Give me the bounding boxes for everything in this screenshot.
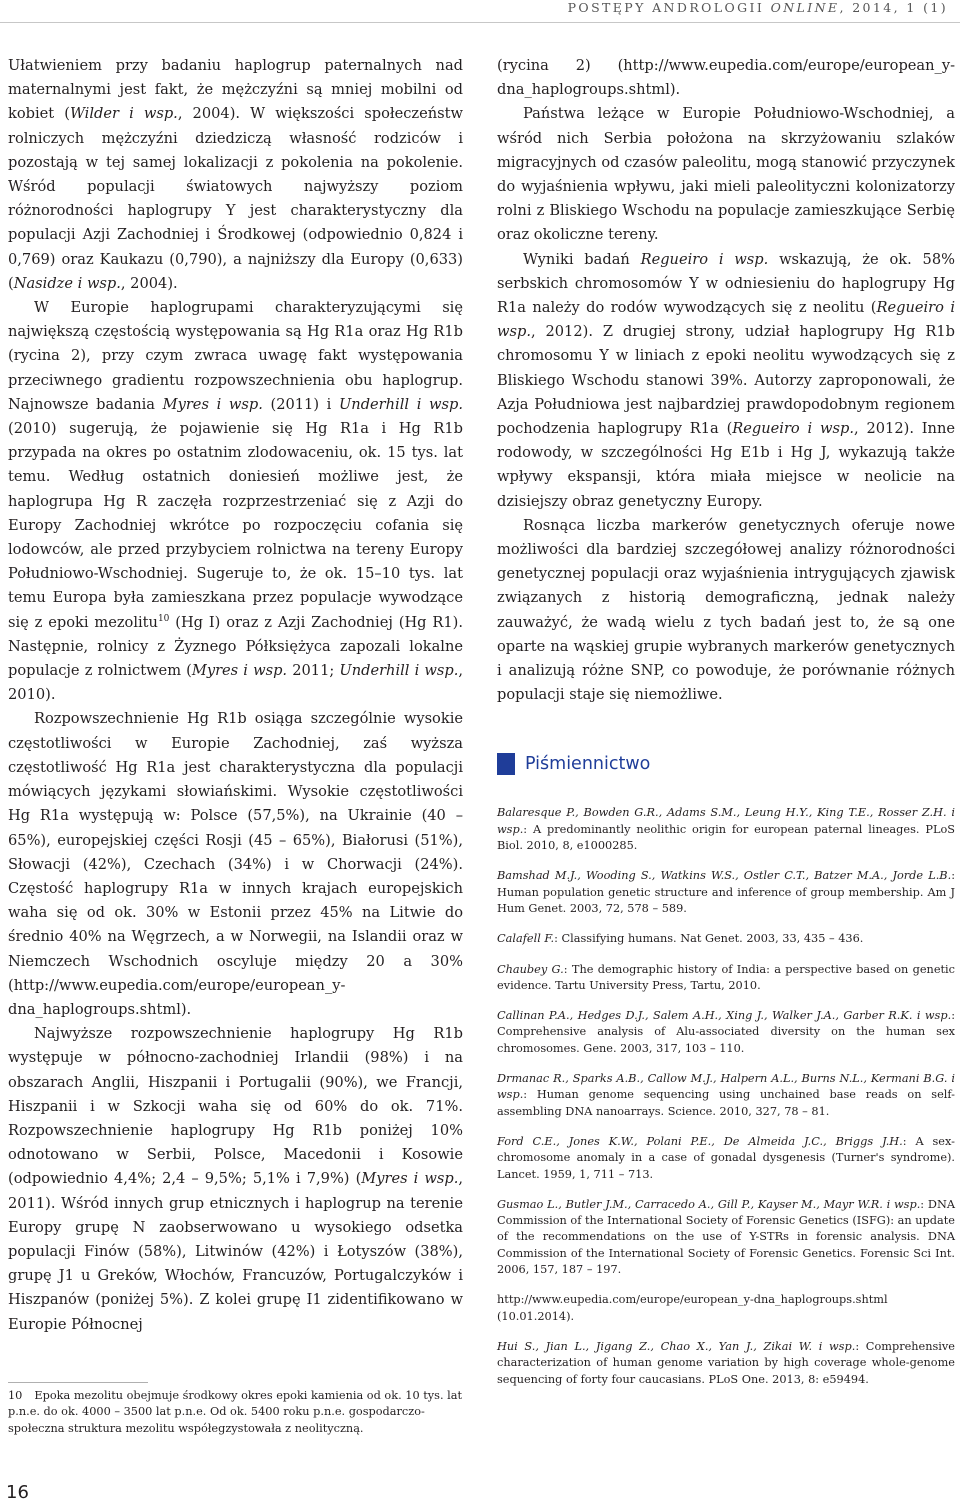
reference-link[interactable]: http://www.eupedia.com/europe/european_y-dna_haplogroups.shtml (10.01.2014). bbox=[497, 1293, 888, 1323]
references-heading bbox=[497, 753, 955, 775]
footnote bbox=[8, 1388, 468, 1437]
page-number: 16 bbox=[6, 1482, 29, 1503]
paragraph: Wyniki badań Regueiro i wsp. wskazują, że ok. 58% serbskich chromosomów Y w odniesieniu do haplogrupy Hg R1a należy do rodów wywodzących się z neolitu (Regueiro i wsp., 2012). Z drugiej strony, udział haplogrupy Hg R1b chromosomu Y w liniach z epoki neolitu wywodzących się z Bliskiego Wschodu stanowi 39%. Autorzy zaproponowali, że Azja Południowa jest najbardziej prawdopodobnym regionem pochodzenia haplogrupy R1a (Regueiro i wsp., 2012). Inne rodowody, w szczególności Hg E1b i Hg J, wykazują także wpływy ekspansji, która miała miejsce w neolicie na dzisiejszy obraz genetyczny Europy. bbox=[497, 250, 955, 510]
reference-item: Ford C.E., Jones K.W., Polani P.E., De Almeida J.C., Briggs J.H.: A sex-chromosome anomaly in a case of gonadal dysgenesis (Turner's syndrome). Lancet. 1959, 1, 711 – 713. bbox=[497, 1134, 955, 1181]
footnote-text: Epoka mezolitu obejmuje środkowy okres epoki kamienia od ok. 10 tys. lat p.n.e. do ok. 4000 – 3500 lat p.n.e. Od ok. 5400 roku p.n.e. gospodarczo-społeczna struktura mezolitu współegzystowała z neolityczną. bbox=[8, 1389, 463, 1435]
paragraph: Ułatwieniem przy badaniu haplogrup paternalnych nad maternalnymi jest fakt, że mężczyźni są mniej mobilni od kobiet (Wilder i wsp., 2004). W większości społeczeństw rolniczych mężczyźni dziedziczą własność rodziców i pozostają w tej samej lokalizacji z pokolenia na pokolenie. Wśród populacji światowych najwyższy poziom różnorodności haplogrupy Y jest charakterystyczny dla populacji Azji Zachodniej i Środkowej (odpowiednio 0,824 i 0,769) oraz Kaukazu (0,790), a najniższy dla Europy (0,633) (Nasidze i wsp., 2004). bbox=[8, 57, 463, 292]
references-title: Piśmiennictwo bbox=[525, 754, 651, 775]
right-column bbox=[497, 54, 955, 1402]
heading-bar bbox=[497, 753, 515, 775]
reference-item: Bamshad M.J., Wooding S., Watkins W.S., Ostler C.T., Batzer M.A., Jorde L.B.: Human population genetic structure and inference of group membership. Am J Hum Genet. 2003, 72, 578 – 589. bbox=[497, 869, 955, 915]
footnote-rule bbox=[8, 1382, 148, 1383]
reference-item: Calafell F.: Classifying humans. Nat Genet. 2003, 33, 435 – 436. bbox=[497, 932, 864, 946]
header-rule bbox=[0, 22, 960, 23]
paragraph: Rozpowszechnienie Hg R1b osiąga szczególnie wysokie częstotliwości w Europie Zachodniej, zaś wyższa częstotliwość Hg R1a jest charakterystyczna dla populacji mówiących językami słowiańskimi. Wysokie częstotliwości Hg R1a występują w: Polsce (57,5%), na Ukrainie (40 – 65%), europejskiej części Rosji (45 – 65%), Białorusi (51%), Słowacji (42%), Czechach (34%) i w Chorwacji (24%). Częstość haplogrupy R1a w innych krajach europejskich waha się od ok. 30% w Estonii przez 45% na Litwie do średnio 40% na Węgrzech, a w Norwegii, na Islandii oraz w Niemczech Wschodnich oscyluje między 20 a 30% (http://www.eupedia.com/europe/european_y-dna_haplogroups.shtml). bbox=[8, 710, 463, 1018]
footnote-number: 10 bbox=[8, 1389, 23, 1402]
paragraph: Rosnąca liczba markerów genetycznych oferuje nowe możliwości dla bardziej szczegółowej analizy różnorodności genetycznej populacji oraz wyjaśnienia intrygujących zjawisk związanych z historią demograficzną, jednak należy zauważyć, że wadą wielu z tych badań jest to, że są one oparte na wąskiej grupie wybranych markerów genetycznych i analizują różne SNP, co powoduje, że porównanie różnych populacji staje się niemożliwe. bbox=[497, 516, 955, 704]
reference-list bbox=[497, 805, 955, 1387]
reference-item: Gusmao L., Butler J.M., Carracedo A., Gill P., Kayser M., Mayr W.R. i wsp.: DNA Commission of the International Society of Forensic Genetics (ISFG): an update of the recommendations on the use of Y-STRs in forensic analysis. DNA Commission of the International Society of Forensic Genetics. Forensic Sci Int. 2006, 157, 187 – 197. bbox=[497, 1197, 955, 1277]
paragraph: W Europie haplogrupami charakteryzującymi się największą częstością występowania są Hg R1a oraz Hg R1b (rycina 2), przy czym zwraca uwagę fakt występowania przeciwnego gradientu rozpowszechnienia obu haplogrup. Najnowsze badania Myres i wsp. (2011) i Underhill i wsp. (2010) sugerują, że pojawienie się Hg R1a i Hg R1b przypada na okres po ostatnim zlodowaceniu, ok. 15 tys. lat temu. Według ostatnich doniesień możliwe jest, że haplogrupa Hg R zaczęła rozprzestrzeniać się z Azji do Europy Zachodniej wkrótce po rozpoczęciu cofania się lodowców, ale przed przybyciem rolnictwa na tereny Europy Południowo-Wschodniej. Sugeruje to, że ok. 15–10 tys. lat temu Europa była zamieszkana przez populacje wywodzące się z epoki mezolitu$^{10}$ (Hg I) oraz z Azji Zachodniej (Hg R1). Następnie, rolnicy z Żyznego Półksiężyca zapozali lokalne populacje z rolnictwem (Myres i wsp. 2011; Underhill i wsp., 2010). bbox=[8, 299, 464, 704]
left-column bbox=[8, 54, 463, 1337]
paragraph: Najwyższe rozpowszechnienie haplogrupy Hg R1b występuje w północno-zachodniej Irlandii (98%) i na obszarach Anglii, Hiszpanii i Portugalii (90%), we Francji, Hiszpanii i w Szkocji waha się od 60% do ok. 71%. Rozpowszechnienie haplogrupy Hg R1b poniżej 10% odnotowano w Serbii, Polsce, Macedonii i Kosowie (odpowiednio 4,4%; 2,4 – 9,5%; 5,1% i 7,9%) (Myres i wsp., 2011). Wśród innych grup etnicznych i haplogrup na terenie Europy grupę N zaobserwowano u wysokiego odsetka populacji Finów (58%), Litwinów (42%) i Łotyszów (38%), grupę J1 u Greków, Włochów, Francuzów, Portugalczyków i Hiszpanów (poniżej 5%). Z kolei grupę I1 zidentifikowano w Europie Północnej bbox=[8, 1025, 463, 1333]
reference-item: Chaubey G.: The demographic history of India: a perspective based on genetic evidence. Tartu University Press, Tartu, 2010. bbox=[497, 962, 955, 992]
running-head: POSTĘPY ANDROLOGII ONLINE, 2014, 1 (1) bbox=[567, 0, 948, 15]
reference-item: Balaresque P., Bowden G.R., Adams S.M., Leung H.Y., King T.E., Rosser Z.H. i wsp.: A predominantly neolithic origin for european paternal lineages. PLoS Biol. 2010, 8, e1000285. bbox=[497, 806, 955, 853]
footnote-marker[interactable]: 10 bbox=[157, 613, 170, 624]
reference-item: Hui S., Jian L., Jigang Z., Chao X., Yan J., Zikai W. i wsp.: Comprehensive characterization of human genome variation by high coverage whole-genome sequencing of forty four caucasians. PLoS One. 2013, 8: e59494. bbox=[497, 1339, 955, 1386]
reference-item: Callinan P.A., Hedges D.J., Salem A.H., Xing J., Walker J.A., Garber R.K. i wsp.: Comprehensive analysis of Alu-associated diversity on the human sex chromosomes. Gene. 2003, 317, 103 – 110. bbox=[497, 1009, 955, 1055]
paragraph: (rycina 2) (http://www.eupedia.com/europe/european_y-dna_haplogroups.shtml). bbox=[497, 57, 955, 99]
reference-item: Drmanac R., Sparks A.B., Callow M.J., Halpern A.L., Burns N.L., Kermani B.G. i wsp.: Human genome sequencing using unchained base reads on self-assembling DNA nanoarrays. Science. 2010, 327, 78 – 81. bbox=[497, 1072, 955, 1118]
paragraph: Państwa leżące w Europie Południowo-Wschodniej, a wśród nich Serbia położona na skrzyżowaniu szlaków migracyjnych od czasów paleolitu, mogą stanowić przyczynek do wyjaśnienia wpływu, jaki mieli paleolityczni kolonizatorzy rolni z Bliskiego Wschodu na populacje zamieszkujące Serbię oraz okoliczne tereny. bbox=[497, 105, 955, 244]
